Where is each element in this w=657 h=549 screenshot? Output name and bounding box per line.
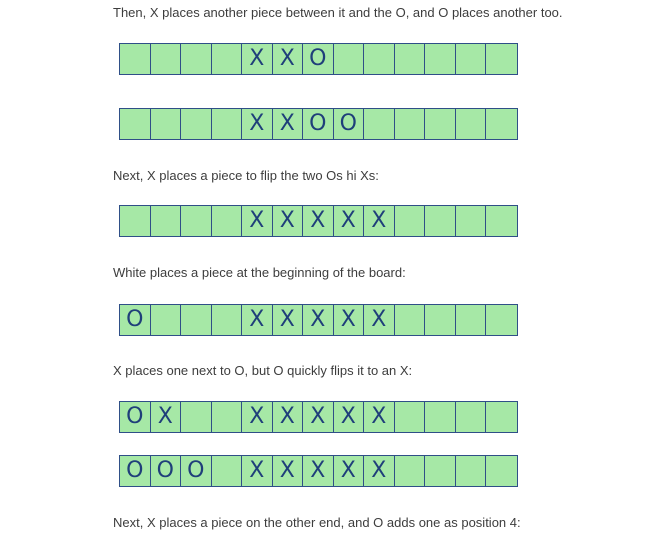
board-1 xyxy=(119,43,518,75)
x-piece-cell: X xyxy=(303,402,334,432)
empty-cell xyxy=(425,44,456,74)
x-piece-cell: X xyxy=(273,305,304,335)
empty-cell xyxy=(181,305,212,335)
empty-cell xyxy=(151,44,182,74)
x-piece-cell: X xyxy=(273,456,304,486)
board-5 xyxy=(119,401,518,433)
empty-cell xyxy=(212,456,243,486)
x-piece-cell: X xyxy=(334,402,365,432)
empty-cell xyxy=(425,206,456,236)
empty-cell xyxy=(181,109,212,139)
x-piece-cell: X xyxy=(303,456,334,486)
caption-1: Then, X places another piece between it and the O, and O places another too. xyxy=(113,5,563,20)
empty-cell xyxy=(395,305,426,335)
empty-cell xyxy=(395,44,426,74)
empty-cell xyxy=(425,402,456,432)
o-piece-cell: O xyxy=(120,305,151,335)
x-piece-cell: X xyxy=(242,402,273,432)
o-piece-cell: O xyxy=(303,109,334,139)
o-piece-cell: O xyxy=(151,456,182,486)
empty-cell xyxy=(456,305,487,335)
empty-cell xyxy=(181,44,212,74)
empty-cell xyxy=(212,305,243,335)
empty-cell xyxy=(425,109,456,139)
empty-cell xyxy=(364,44,395,74)
empty-cell xyxy=(456,44,487,74)
empty-cell xyxy=(212,44,243,74)
x-piece-cell: X xyxy=(334,456,365,486)
board-3 xyxy=(119,205,518,237)
x-piece-cell: X xyxy=(242,305,273,335)
x-piece-cell: X xyxy=(273,109,304,139)
empty-cell xyxy=(395,402,426,432)
o-piece-cell: O xyxy=(120,456,151,486)
x-piece-cell: X xyxy=(273,44,304,74)
caption-2: Next, X places a piece to flip the two Os hi Xs: xyxy=(113,168,379,183)
empty-cell xyxy=(181,402,212,432)
empty-cell xyxy=(486,402,517,432)
x-piece-cell: X xyxy=(334,206,365,236)
x-piece-cell: X xyxy=(364,402,395,432)
board-4 xyxy=(119,304,518,336)
x-piece-cell: X xyxy=(364,456,395,486)
empty-cell xyxy=(151,305,182,335)
empty-cell xyxy=(456,402,487,432)
x-piece-cell: X xyxy=(242,109,273,139)
empty-cell xyxy=(120,44,151,74)
x-piece-cell: X xyxy=(364,206,395,236)
x-piece-cell: X xyxy=(303,206,334,236)
empty-cell xyxy=(486,206,517,236)
x-piece-cell: X xyxy=(242,44,273,74)
caption-3: White places a piece at the beginning of the board: xyxy=(113,265,406,280)
empty-cell xyxy=(395,109,426,139)
empty-cell xyxy=(120,109,151,139)
x-piece-cell: X xyxy=(151,402,182,432)
o-piece-cell: O xyxy=(181,456,212,486)
empty-cell xyxy=(486,44,517,74)
empty-cell xyxy=(212,402,243,432)
empty-cell xyxy=(181,206,212,236)
caption-5: Next, X places a piece on the other end, and O adds one as position 4: xyxy=(113,515,521,530)
empty-cell xyxy=(334,44,365,74)
x-piece-cell: X xyxy=(242,206,273,236)
o-piece-cell: O xyxy=(303,44,334,74)
empty-cell xyxy=(486,305,517,335)
empty-cell xyxy=(151,109,182,139)
empty-cell xyxy=(486,109,517,139)
caption-4: X places one next to O, but O quickly flips it to an X: xyxy=(113,363,413,378)
x-piece-cell: X xyxy=(273,402,304,432)
empty-cell xyxy=(425,456,456,486)
x-piece-cell: X xyxy=(364,305,395,335)
empty-cell xyxy=(456,109,487,139)
x-piece-cell: X xyxy=(303,305,334,335)
x-piece-cell: X xyxy=(273,206,304,236)
empty-cell xyxy=(120,206,151,236)
board-2 xyxy=(119,108,518,140)
o-piece-cell: O xyxy=(120,402,151,432)
empty-cell xyxy=(364,109,395,139)
board-6 xyxy=(119,455,518,487)
empty-cell xyxy=(395,456,426,486)
empty-cell xyxy=(395,206,426,236)
empty-cell xyxy=(151,206,182,236)
o-piece-cell: O xyxy=(334,109,365,139)
empty-cell xyxy=(212,206,243,236)
empty-cell xyxy=(486,456,517,486)
x-piece-cell: X xyxy=(242,456,273,486)
empty-cell xyxy=(456,206,487,236)
empty-cell xyxy=(212,109,243,139)
x-piece-cell: X xyxy=(334,305,365,335)
empty-cell xyxy=(456,456,487,486)
empty-cell xyxy=(425,305,456,335)
